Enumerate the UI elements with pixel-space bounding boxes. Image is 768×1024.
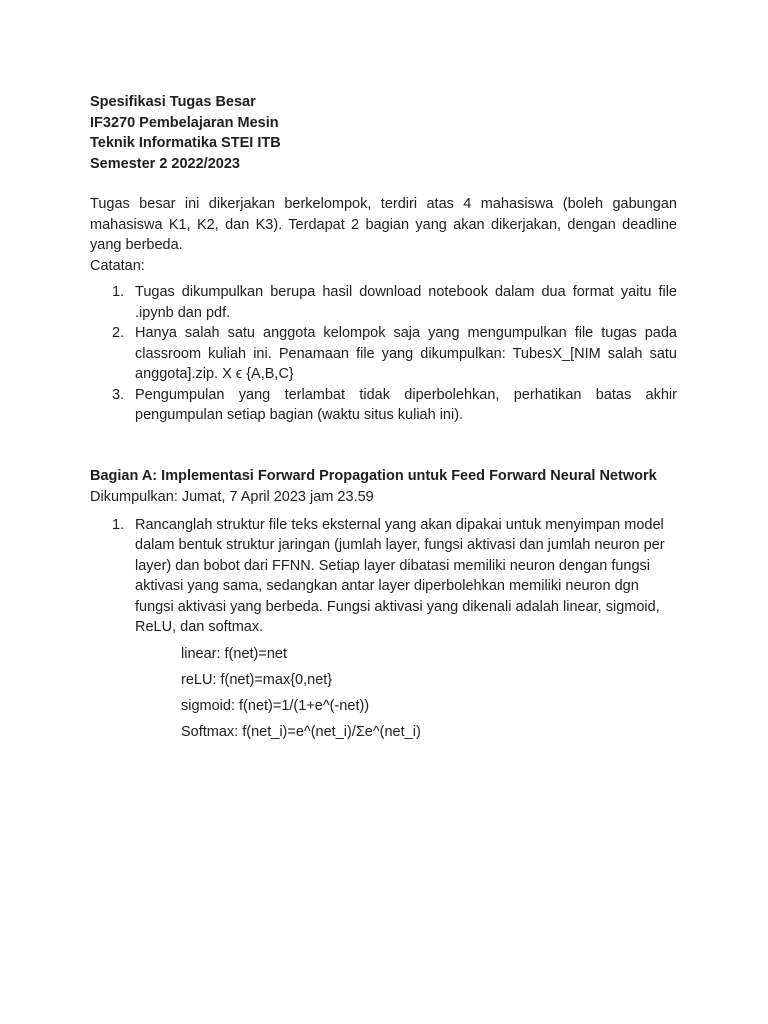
- header-semester: Semester 2 2022/2023: [90, 155, 240, 172]
- section-a-list: [90, 515, 677, 638]
- formula-relu: reLU: f(net)=max{0,net}: [181, 671, 333, 688]
- formula-linear: linear: f(net)=net: [181, 645, 287, 662]
- catatan-label: Catatan:: [90, 257, 145, 274]
- list-item: [90, 515, 677, 638]
- list-item-text: Tugas dikumpulkan berupa hasil download notebook dalam dua format yaitu file .ipynb dan pdf.: [135, 284, 677, 321]
- list-item: [90, 282, 677, 323]
- formula-softmax: Softmax: f(net_i)=e^(net_i)/Σe^(net_i): [181, 723, 421, 740]
- document-header: [90, 92, 677, 174]
- list-item-text: Pengumpulan yang terlambat tidak diperbolehkan, perhatikan batas akhir pengumpulan setiap bagian (waktu situs kuliah ini).: [135, 386, 677, 423]
- list-item-text: Rancanglah struktur file teks eksternal yang akan dipakai untuk menyimpan model dalam bentuk struktur jaringan (jumlah layer, fungsi aktivasi dan jumlah neuron per layer) dan bobot dari FFNN. Setiap layer dibatasi memiliki neuron dengan fungsi aktivasi yang sama, sedangkan antar layer diperbolehkan memiliki neuron dgn fungsi aktivasi yang berbeda. Fungsi aktivasi yang dikenali adalah linear, sigmoid, ReLU, dan softmax.: [135, 516, 665, 635]
- list-number: 2.: [112, 325, 125, 341]
- list-item: [90, 385, 677, 426]
- document-page: [90, 92, 677, 748]
- notes-list: [90, 282, 677, 426]
- activation-formulas: [90, 644, 677, 743]
- list-number: 3.: [112, 386, 125, 403]
- header-department: Teknik Informatika STEI ITB: [90, 135, 281, 151]
- section-a-deadline: Dikumpulkan: Jumat, 7 April 2023 jam 23.59: [90, 489, 374, 505]
- intro-paragraph: Tugas besar ini dikerjakan berkelompok, terdiri atas 4 mahasiswa (boleh gabungan mahasiswa K1, K2, dan K3). Terdapat 2 bagian yang akan dikerjakan, dengan deadline yang berbeda.: [90, 196, 677, 253]
- list-item-text: Hanya salah satu anggota kelompok saja yang mengumpulkan file tugas pada classroom kuliah ini. Penamaan file yang dikumpulkan: TubesX_[NIM salah satu anggota].zip. X ϵ {A,B,C}: [135, 325, 677, 382]
- header-course: IF3270 Pembelajaran Mesin: [90, 114, 279, 131]
- list-item: [90, 323, 677, 385]
- section-a: [90, 466, 677, 743]
- list-number: 1.: [112, 516, 125, 533]
- formula-sigmoid: sigmoid: f(net)=1/(1+e^(-net)): [181, 697, 370, 714]
- header-title: Spesifikasi Tugas Besar: [90, 94, 256, 110]
- section-a-title: Bagian A: Implementasi Forward Propagation untuk Feed Forward Neural Network: [90, 467, 657, 484]
- list-number: 1.: [112, 284, 125, 300]
